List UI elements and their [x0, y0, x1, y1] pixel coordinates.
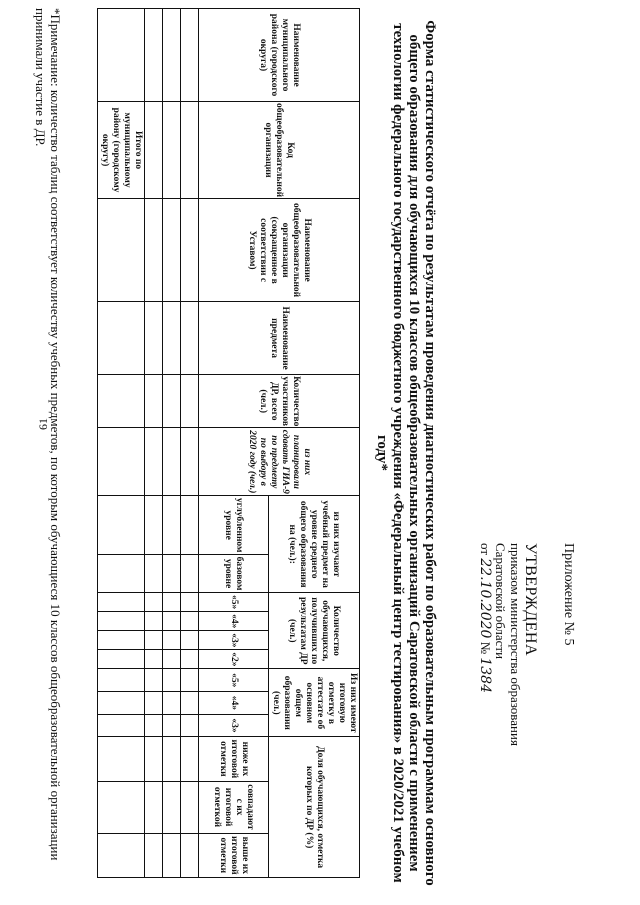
header-municipality: Наименование муниципального района (городского округа) [199, 9, 360, 102]
header-studied: из них изучают учебный предмет на уровне среднего общего образования на (чел.): [269, 496, 360, 593]
handwritten-date: 22.10.2020 [477, 558, 493, 639]
date-prefix: от [478, 543, 493, 556]
total-row [98, 9, 145, 878]
number-prefix: № [478, 641, 493, 655]
header-share-below: ниже их итоговой отметки [199, 737, 269, 781]
approved-line1: приказом министерства образования [508, 543, 523, 746]
header-grades-dr: Количество обучающихся, получивших по результатам ДР (чел.) [269, 593, 360, 669]
header-share-above: выше их итоговой отметки [199, 833, 269, 877]
header-org-name: Наименование общеобразовательной организации (сокращенное в соответствии с Уставом) [199, 199, 360, 302]
report-table [97, 8, 360, 878]
form-title: Форма статистического отчёта по результатам проведения диагностических работ по образовательным программам основного общего образования для обучающихся 10 классов общеобразовательных организаций Саратовской области с применением технологии федерального государственного бюджетного учреждения «Федеральный центр тестирования» в 2020/2021 учебном году* [374, 20, 438, 886]
handwritten-number: 1384 [477, 657, 493, 693]
table-row [163, 9, 181, 878]
approved-title: УТВЕРЖДЕНА [522, 543, 539, 657]
approved-line2: Саратовской области [493, 543, 508, 660]
header-studied-deep: углубленном уровне [199, 496, 269, 555]
grade-cert-3: «3» [199, 714, 269, 737]
header-participants: Количество участников ДР, всего (чел.) [199, 375, 360, 428]
table-row [145, 9, 163, 878]
footnote: *Примечание: количество таблиц соответствует количеству учебных предметов, по которым обучающиеся 10 классов общеобразовательной организации принимали участие в ДР. [33, 8, 63, 861]
approved-line3 [477, 543, 493, 746]
page-number: 61 [36, 418, 50, 430]
approval-block [477, 543, 538, 746]
table-row [181, 9, 199, 878]
grade-cert-4: «4» [199, 692, 269, 715]
grade-cert-5: «5» [199, 669, 269, 692]
header-gia-plan: из них планировали сдавать ГИА-9 по предмету по выбору в 2020 году (чел.) [199, 428, 360, 496]
header-code: Код общеобразовательной организации [199, 102, 360, 199]
total-row-label: Итого по муниципальному району (городскому округу) [98, 102, 145, 199]
grade-dr-4: «4» [199, 612, 269, 631]
header-share-equal: совпадают с их итоговой отметкой [199, 781, 269, 833]
header-grades-cert: Из них имеют итоговую отметку в аттестате об основном общем образовании (чел.) [269, 669, 360, 737]
appendix-label: Приложение № 5 [561, 543, 576, 646]
header-subject: Наименование предмета [199, 302, 360, 375]
grade-dr-5: «5» [199, 593, 269, 612]
header-studied-base: базовом уровне [199, 555, 269, 593]
header-share: Доля обучающихся, отметка которых по ДР (%) [269, 737, 360, 878]
grade-dr-2: «2» [199, 650, 269, 669]
document-sheet [8, 8, 608, 898]
grade-dr-3: «3» [199, 631, 269, 650]
